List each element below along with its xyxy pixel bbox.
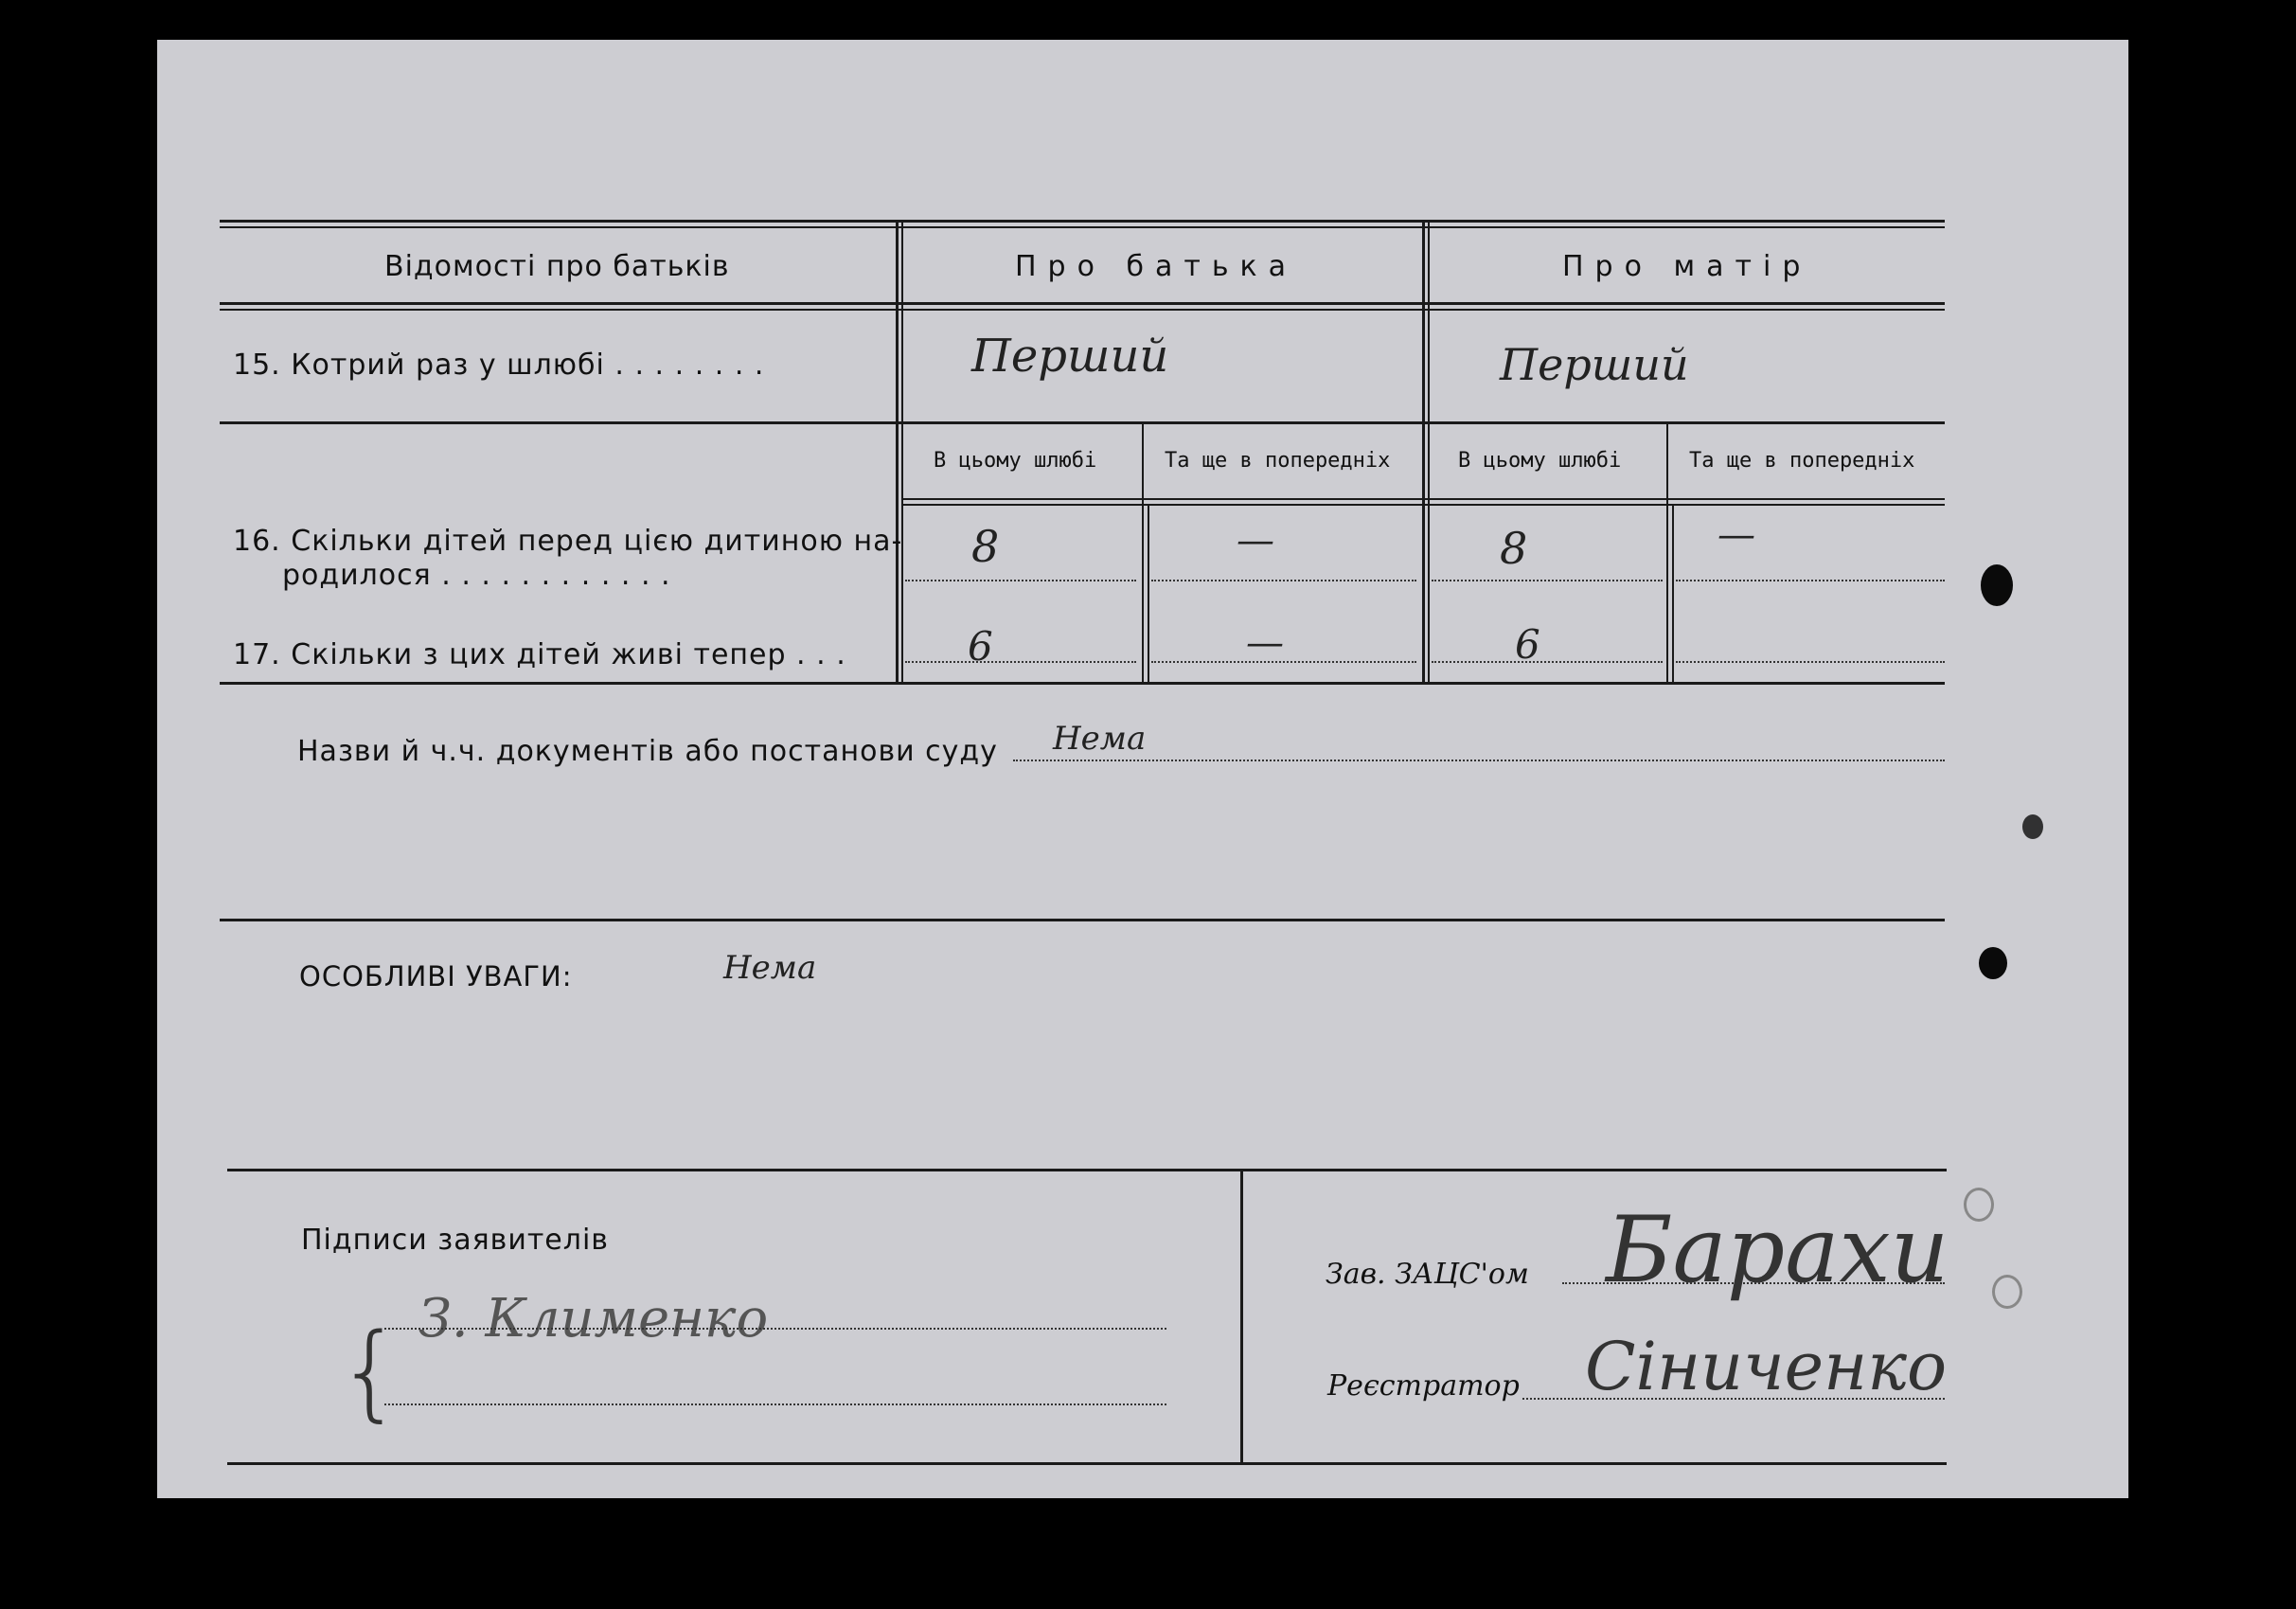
header-bottom-rule: [220, 302, 1945, 305]
remarks-label: ОСОБЛИВІ УВАГИ:: [299, 960, 573, 992]
header-about-mother: Про матір: [1562, 250, 1812, 283]
remarks-value: Нема: [723, 949, 817, 987]
head-label: Зав. ЗАЦС'ом: [1326, 1258, 1529, 1291]
registrar-label: Реєстратор: [1327, 1369, 1520, 1403]
col-divider-2: [1422, 220, 1425, 466]
grid-v-4: [1666, 422, 1668, 684]
signature-bottom-rule: [227, 1462, 1947, 1465]
applicant-signature: З. Клименко: [418, 1288, 769, 1350]
punch-ring-1: [1964, 1188, 1994, 1222]
head-signature: Барахи: [1606, 1197, 1949, 1303]
row15-father-value: Перший: [971, 330, 1169, 383]
row16-mother-prev: —: [1718, 513, 1755, 557]
father-this-marriage-header: В цьому шлюбі: [934, 449, 1097, 473]
grid-v-1: [896, 464, 899, 684]
col-divider-1: [896, 220, 899, 466]
row16-mother-prev-dots: [1676, 580, 1945, 581]
row17-father-this: 6: [968, 623, 993, 670]
row16-father-prev-dots: [1151, 580, 1416, 581]
row16-label-line1: 16. Скільки дітей перед цією дитиною на-: [233, 525, 903, 558]
row15-mother-value: Перший: [1500, 339, 1689, 390]
header-top-rule-2: [220, 226, 1945, 228]
form-page: [157, 40, 2128, 1498]
col-divider-2b: [1428, 220, 1430, 466]
punch-hole-1: [1981, 564, 2013, 606]
row17-father-prev: —: [1246, 621, 1284, 665]
documents-bottom-rule: [220, 919, 1945, 921]
row17-father-prev-dots: [1151, 661, 1416, 663]
mother-this-marriage-header: В цьому шлюбі: [1458, 449, 1622, 473]
row16-mother-this: 8: [1500, 523, 1528, 574]
punch-hole-3: [2022, 814, 2043, 839]
registrar-signature: Сіниченко: [1585, 1328, 1948, 1405]
row17-mother-this: 6: [1515, 621, 1540, 668]
applicants-label: Підписи заявителів: [301, 1224, 609, 1257]
remarks-bottom-rule: [227, 1169, 1947, 1171]
grid-v-3: [1422, 464, 1425, 684]
row17-mother-prev-dots: [1676, 661, 1945, 663]
row16-label-line2: родилося . . . . . . . . . . . .: [282, 559, 671, 592]
col-divider-1b: [901, 220, 903, 466]
row16-mother-this-dots: [1432, 580, 1663, 581]
header-top-rule: [220, 220, 1945, 223]
row15-bottom-rule: [220, 421, 1945, 424]
documents-value: Нема: [1053, 720, 1147, 758]
applicant-line-1: [384, 1328, 1166, 1330]
registrar-line: [1522, 1398, 1945, 1400]
signature-divider: [1240, 1169, 1243, 1464]
row16-father-prev: —: [1237, 519, 1274, 563]
header-about-father: Про батька: [1015, 250, 1298, 283]
row16-father-this-dots: [905, 580, 1136, 581]
punch-hole-2: [1979, 947, 2007, 979]
row15-label: 15. Котрий раз у шлюбі . . . . . . . .: [233, 349, 765, 382]
row16-father-this: 8: [971, 521, 1000, 572]
row17-father-this-dots: [905, 661, 1136, 663]
counts-bottom-rule: [220, 682, 1945, 685]
applicant-line-2: [384, 1403, 1166, 1405]
grid-v-3b: [1428, 464, 1430, 684]
grid-v-4b: [1672, 504, 1674, 684]
mother-previous-header: Та ще в попередніх: [1689, 449, 1915, 473]
punch-ring-2: [1992, 1275, 2022, 1309]
header-bottom-rule-2: [220, 309, 1945, 311]
grid-v-1b: [901, 464, 903, 684]
documents-dots: [1013, 760, 1945, 761]
applicant-brace: {: [337, 1311, 404, 1432]
documents-label: Назви й ч.ч. документів або постанови суду: [297, 735, 998, 768]
grid-v-2: [1142, 422, 1144, 684]
father-previous-header: Та ще в попередніх: [1165, 449, 1391, 473]
row17-label: 17. Скільки з цих дітей живі тепер . . .: [233, 638, 846, 671]
head-line: [1562, 1282, 1945, 1284]
row17-mother-this-dots: [1432, 661, 1663, 663]
grid-v-2b: [1148, 504, 1149, 684]
header-parents-info: Відомості про батьків: [384, 250, 730, 283]
